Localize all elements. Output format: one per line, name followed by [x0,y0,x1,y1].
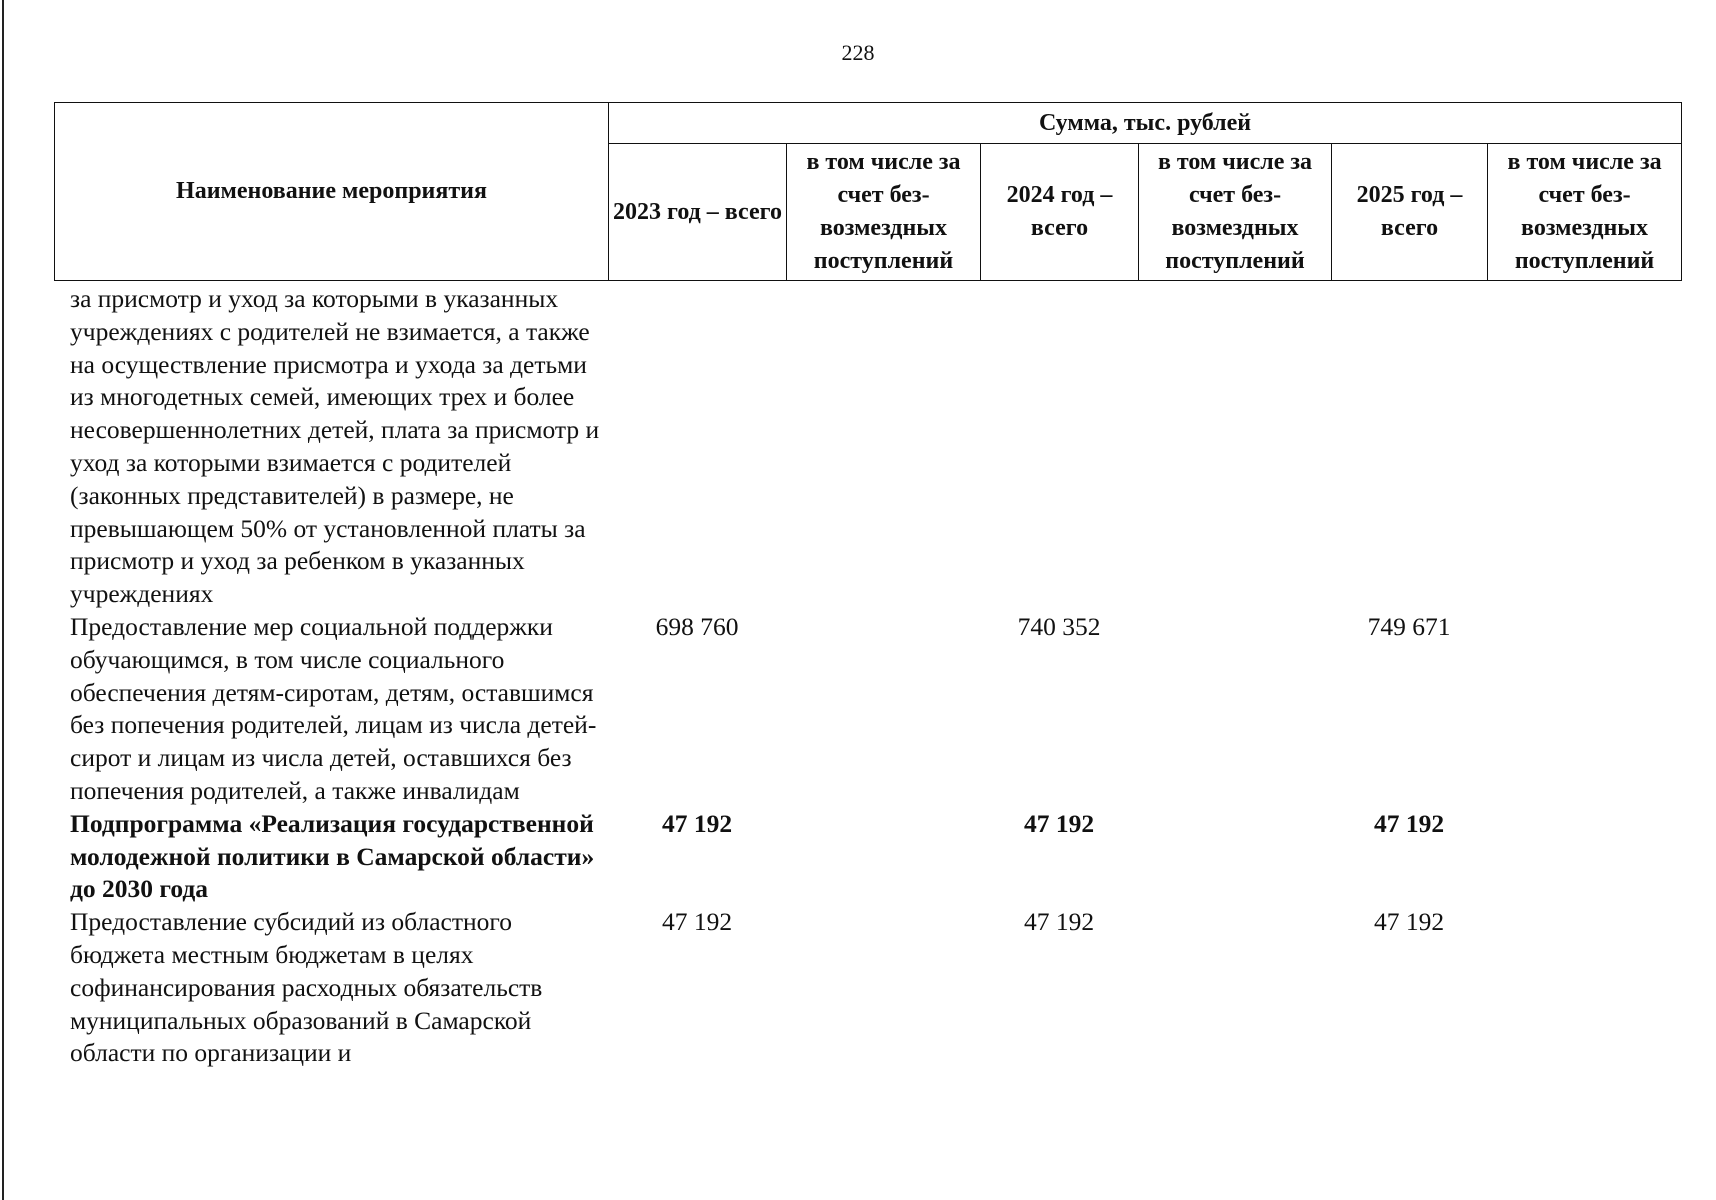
value-2023-grant [786,611,980,808]
value-2024-grant [1138,808,1331,906]
value-2023-grant [786,906,980,1070]
value-2025-total [1331,283,1487,611]
value-2023-grant [786,808,980,906]
row-name: Подпрограмма «Реализация государственной молодежной политики в Самарской области» до 2030 года [70,808,595,904]
table-body [54,283,1681,1070]
value-2025-grant [1487,906,1681,1070]
value-2025-total: 749 671 [1367,611,1451,641]
value-2024-total [980,283,1138,611]
value-2023-total [608,283,786,611]
value-2024-grant [1138,283,1331,611]
row-name: Предоставление мер социальной поддержки обучающимся, в том числе социального обеспечения детям-сиротам, детям, оставшимся без попечения родителей, лицам из числа детей-сирот и лицам из числа детей, оставшихся без попечения родителей, а также инвалидам [70,611,597,805]
subprogram-row [54,808,1681,906]
value-2024-grant [1138,906,1331,1070]
value-2025-total: 47 192 [1373,907,1445,937]
scan-edge-line [2,0,4,1200]
table-row [54,906,1681,1070]
col-2023-total-header: 2023 год – всего [609,144,787,281]
name-column-header: Наименование мероприятия [55,103,609,281]
col-2025-total-header: 2025 год – всего [1332,144,1488,281]
value-2023-total: 47 192 [661,808,733,838]
value-2025-grant [1487,283,1681,611]
col-2023-grant-header: в том числе за счет без-возмездных поступлений [787,144,981,281]
table-row [54,611,1681,808]
col-2025-grant-header: в том числе за счет без-возмездных поступлений [1488,144,1682,281]
col-2024-grant-header: в том числе за счет без-возмездных поступлений [1139,144,1332,281]
value-2025-grant [1487,611,1681,808]
value-2024-total: 47 192 [1023,907,1095,937]
value-2024-total: 740 352 [1017,611,1101,641]
value-2024-grant [1138,611,1331,808]
row-name: за присмотр и уход за которыми в указанных учреждениях с родителей не взимается, а также на осуществление присмотра и ухода за детьми из многодетных семей, имеющих трех и более несовершеннолетних детей, плата за присмотр и уход за которыми взимается с родителей (законных представителей) в размере, не превышающем 50% от установленной платы за присмотр и уход за ребенком в указанных учреждениях [70,284,600,609]
value-2025-grant [1487,808,1681,906]
value-2023-total: 47 192 [661,907,733,937]
page-number: 228 [841,40,875,65]
value-2023-total: 698 760 [655,611,739,641]
value-2024-total: 47 192 [1023,808,1095,838]
value-2025-total: 47 192 [1373,808,1445,838]
value-2023-grant [786,283,980,611]
row-name: Предоставление субсидий из областного бюджета местным бюджетам в целях софинансирования расходных обязательств муниципальных образований в Самарской области по организации и [70,907,543,1068]
table-header [54,102,1682,281]
col-2024-total-header: 2024 год – всего [981,144,1139,281]
sum-header: Сумма, тыс. рублей [609,103,1682,144]
table-row [54,283,1681,611]
